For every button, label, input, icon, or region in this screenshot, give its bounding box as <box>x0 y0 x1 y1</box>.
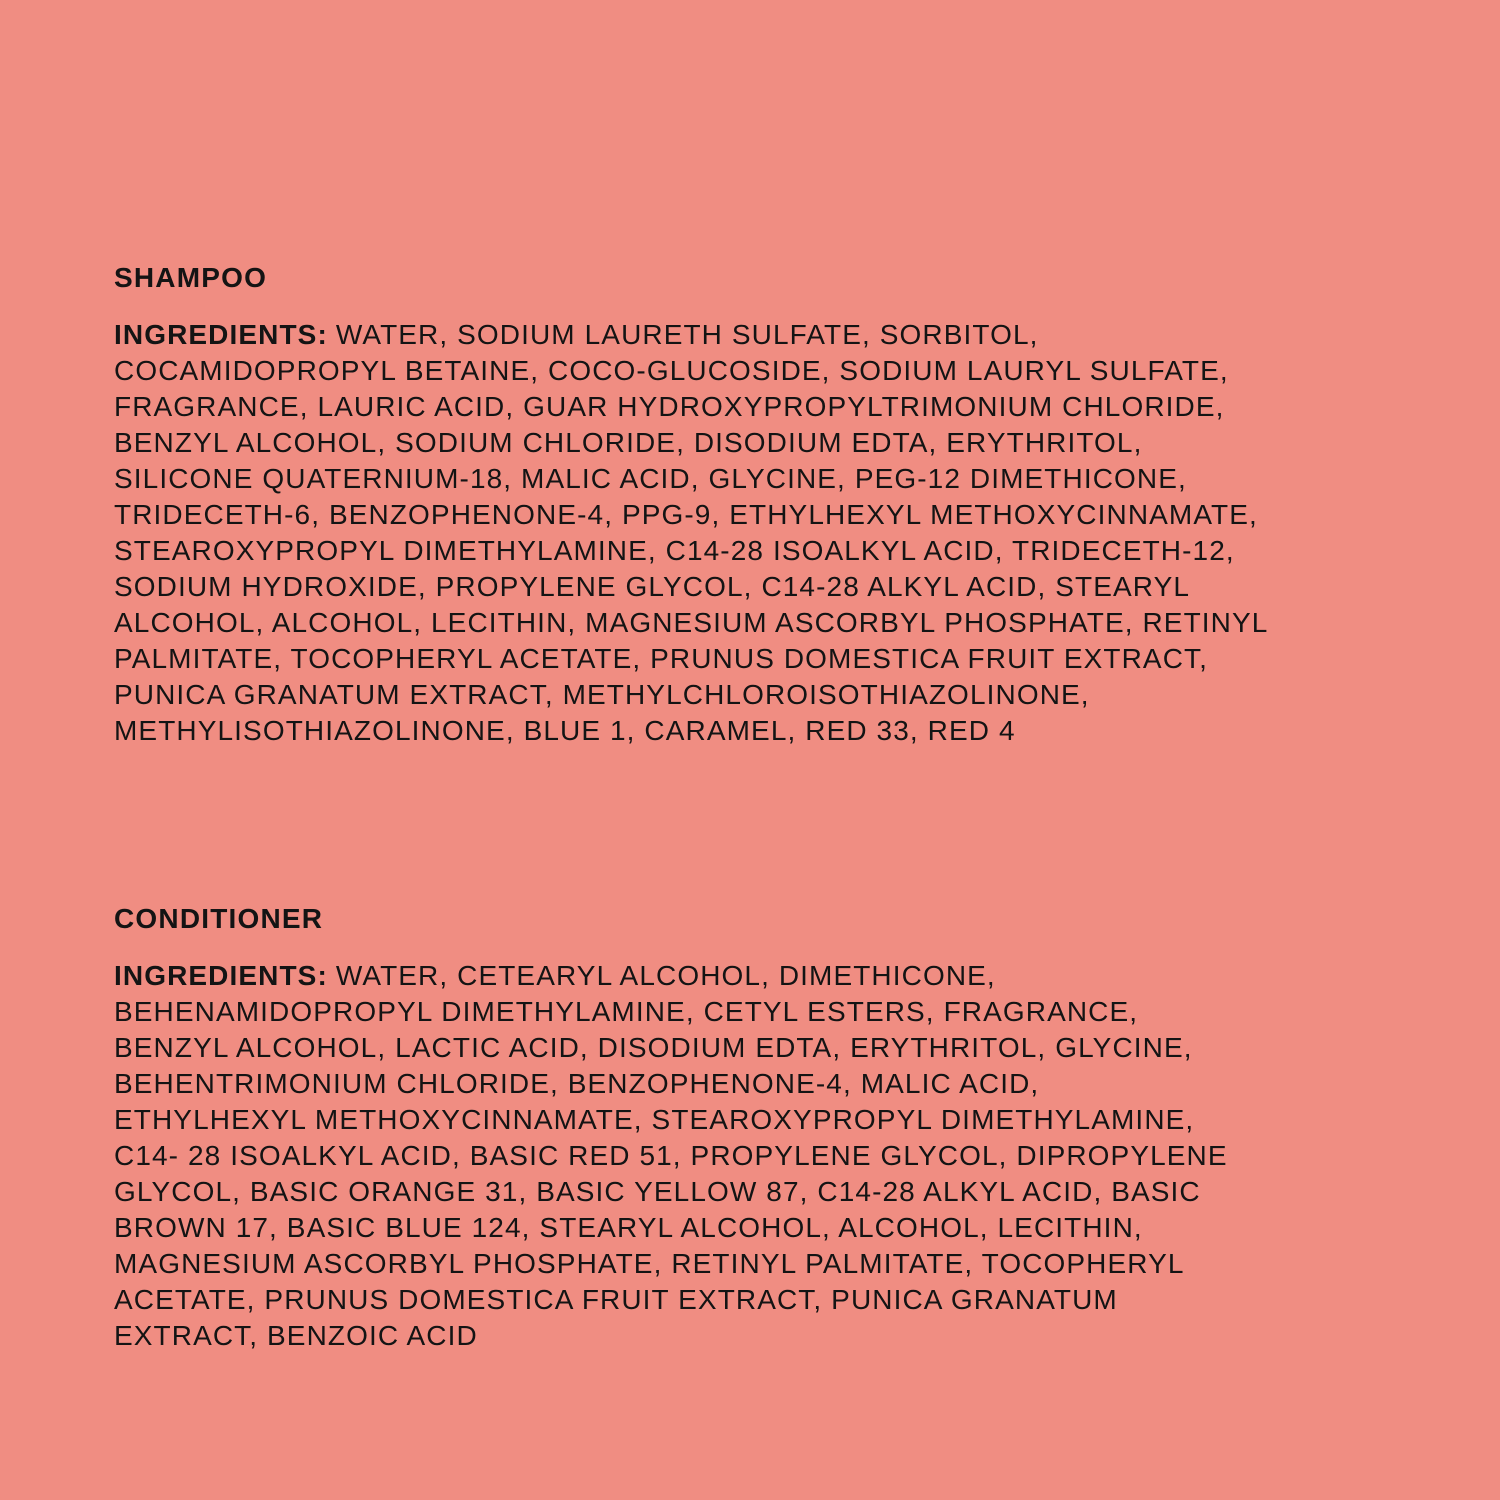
ingredient-line: STEAROXYPROPYL DIMETHYLAMINE, C14-28 ISOALKYL ACID, TRIDECETH-12, <box>114 535 1235 566</box>
ingredient-line: BROWN 17, BASIC BLUE 124, STEARYL ALCOHOL, ALCOHOL, LECITHIN, <box>114 1212 1143 1243</box>
conditioner-ingredients <box>114 958 1228 1354</box>
ingredient-line: PUNICA GRANATUM EXTRACT, METHYLCHLOROISOTHIAZOLINONE, <box>114 679 1090 710</box>
ingredient-line: SILICONE QUATERNIUM-18, MALIC ACID, GLYCINE, PEG-12 DIMETHICONE, <box>114 463 1187 494</box>
ingredient-line: GLYCOL, BASIC ORANGE 31, BASIC YELLOW 87, C14-28 ALKYL ACID, BASIC <box>114 1176 1201 1207</box>
ingredient-line: C14- 28 ISOALKYL ACID, BASIC RED 51, PROPYLENE GLYCOL, DIPROPYLENE <box>114 1140 1228 1171</box>
ingredient-line <box>114 958 1228 994</box>
ingredients-label: INGREDIENTS: <box>114 319 328 350</box>
ingredient-line: METHYLISOTHIAZOLINONE, BLUE 1, CARAMEL, RED 33, RED 4 <box>114 715 1016 746</box>
ingredient-line: MAGNESIUM ASCORBYL PHOSPHATE, RETINYL PALMITATE, TOCOPHERYL <box>114 1248 1185 1279</box>
ingredient-line: TRIDECETH-6, BENZOPHENONE-4, PPG-9, ETHYLHEXYL METHOXYCINNAMATE, <box>114 499 1258 530</box>
ingredient-text: WATER, SODIUM LAURETH SULFATE, SORBITOL, <box>335 319 1039 350</box>
shampoo-title: SHAMPOO <box>114 262 268 293</box>
ingredient-line: PALMITATE, TOCOPHERYL ACETATE, PRUNUS DOMESTICA FRUIT EXTRACT, <box>114 643 1209 674</box>
ingredient-line: ETHYLHEXYL METHOXYCINNAMATE, STEAROXYPROPYL DIMETHYLAMINE, <box>114 1104 1195 1135</box>
ingredient-line: ACETATE, PRUNUS DOMESTICA FRUIT EXTRACT, PUNICA GRANATUM <box>114 1284 1118 1315</box>
ingredient-line: SODIUM HYDROXIDE, PROPYLENE GLYCOL, C14-28 ALKYL ACID, STEARYL <box>114 571 1191 602</box>
ingredient-line: BEHENTRIMONIUM CHLORIDE, BENZOPHENONE-4, MALIC ACID, <box>114 1068 1040 1099</box>
ingredient-line: BENZYL ALCOHOL, LACTIC ACID, DISODIUM EDTA, ERYTHRITOL, GLYCINE, <box>114 1032 1193 1063</box>
shampoo-section <box>114 259 1268 749</box>
ingredient-text: WATER, CETEARYL ALCOHOL, DIMETHICONE, <box>335 960 996 991</box>
ingredient-line: COCAMIDOPROPYL BETAINE, COCO-GLUCOSIDE, SODIUM LAURYL SULFATE, <box>114 355 1229 386</box>
shampoo-ingredients <box>114 317 1268 749</box>
ingredient-line: EXTRACT, BENZOIC ACID <box>114 1320 478 1351</box>
conditioner-section <box>114 900 1228 1354</box>
ingredient-line: BENZYL ALCOHOL, SODIUM CHLORIDE, DISODIUM EDTA, ERYTHRITOL, <box>114 427 1143 458</box>
ingredient-line <box>114 317 1268 353</box>
ingredient-line: ALCOHOL, ALCOHOL, LECITHIN, MAGNESIUM ASCORBYL PHOSPHATE, RETINYL <box>114 607 1269 638</box>
conditioner-title: CONDITIONER <box>114 903 324 934</box>
ingredient-line: BEHENAMIDOPROPYL DIMETHYLAMINE, CETYL ESTERS, FRAGRANCE, <box>114 996 1139 1027</box>
ingredients-label: INGREDIENTS: <box>114 960 328 991</box>
ingredient-line: FRAGRANCE, LAURIC ACID, GUAR HYDROXYPROPYLTRIMONIUM CHLORIDE, <box>114 391 1225 422</box>
